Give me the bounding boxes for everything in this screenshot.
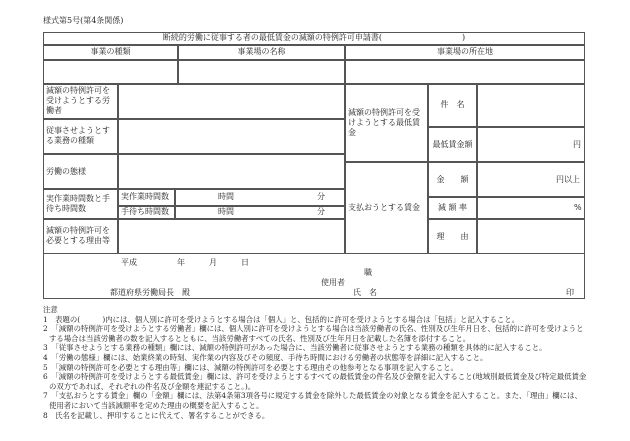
note-item: 4 「労働の態様」欄には、始業終業の時刻、実作業の内容及びその頻度、手待ち時間における労働者の状態等を詳細に記入すること。 <box>43 352 488 362</box>
note-item: 8 氏名を記載し、押印することに代えて、署名することができる。 <box>43 410 270 420</box>
wage-reason-label: 理 由 <box>436 232 469 241</box>
subject-field[interactable] <box>477 84 585 127</box>
date-line[interactable]: 平成 年 月 日 <box>121 258 249 267</box>
header-workplace-location: 事業場の所在地 <box>437 47 493 56</box>
wage-to-pay-label: 支払おうとする賃金 <box>348 203 420 212</box>
yen-or-more-unit: 円以上 <box>556 175 580 184</box>
min-wage-amount-label: 最低賃金額 <box>432 140 473 149</box>
work-mode-field[interactable] <box>118 154 345 189</box>
form-number: 様式第5号(第4条関係) <box>43 16 124 25</box>
note-item: 6 「減額の特例許可を受けようとする最低賃金」欄には、許可を受けようとするすべての最低賃金の件名及び金額を記入すること(地域別最低賃金及び特定最低賃金の双方であれば、それぞれの件名及び金額を連記すること。)。 <box>43 372 587 391</box>
reduction-rate-label: 減 額 率 <box>437 203 468 212</box>
header-business-type: 事業の種類 <box>90 47 131 56</box>
employer-label: 使用者 <box>321 278 345 287</box>
job-type-field[interactable] <box>118 119 345 154</box>
note-item: 5 「減額の特例許可を必要とする理由等」欄には、減額の特例許可を必要とする理由その他参考となる事項を記入すること。 <box>43 362 458 372</box>
yen-unit: 円 <box>573 140 581 149</box>
standby-hours-label: 手待ち時間数 <box>121 207 169 216</box>
business-type-field[interactable] <box>43 60 178 84</box>
actual-hours-label: 実作業時間数 <box>121 192 169 201</box>
note-item: 7 「支払おうとする賃金」欄の「金額」欄には、法第4条第3項各号に規定する賃金を除外した最低賃金の対象となる賃金を記入すること。また、「理由」欄には、使用者において当該減額率を定めた理由の概要を記入すること。 <box>43 391 582 410</box>
workplace-name-field[interactable] <box>178 60 345 84</box>
standby-hours-unit: 時間 <box>218 207 234 216</box>
form-title: 断続的労働に従事する者の最低賃金の減額の特例許可申請書( ) <box>162 33 466 42</box>
notes-heading: 注意 <box>43 305 58 314</box>
wage-reason-field[interactable] <box>477 219 585 254</box>
hours-label: 実作業時間数と手待ち時間数 <box>46 194 110 213</box>
worker-field[interactable] <box>118 84 345 119</box>
note-item: 1 表題の( )内には、個人別に許可を受けようとする場合は「個人」と、包括的に許可を受けようとする場合は「包括」と記入すること。 <box>43 314 520 324</box>
notes <box>43 305 589 420</box>
subject-label: 件 名 <box>440 100 465 109</box>
workplace-location-field[interactable] <box>345 60 585 84</box>
reason-label: 減額の特例許可を必要とする理由等 <box>46 226 110 245</box>
name-label: 氏 名 <box>353 288 377 297</box>
amount-label: 金 額 <box>436 175 469 184</box>
actual-minutes-unit: 分 <box>317 192 325 201</box>
actual-hours-unit: 時間 <box>218 192 234 201</box>
min-wage-amount-field[interactable] <box>477 127 585 162</box>
title-label: 職 <box>364 268 372 277</box>
seal-label: 印 <box>566 288 574 297</box>
min-wage-label: 減額の特例許可を受けようとする最低賃金 <box>348 108 420 137</box>
reason-field[interactable] <box>118 219 345 254</box>
percent-unit: % <box>574 203 582 212</box>
worker-label: 減額の特例許可を受けようとする労働者 <box>46 86 110 115</box>
work-mode-label: 労働の態様 <box>46 167 86 176</box>
addressee: 都道府県労働局長 殿 <box>110 288 190 297</box>
note-item: 3 「従事させようとする業務の種類」欄には、減額の特例許可があった場合に、当該労働者に従事させようとする業務の種類を具体的に記入すること。 <box>43 343 547 353</box>
header-workplace-name: 事業場の名称 <box>237 47 286 56</box>
job-type-label: 従事させようとする業務の種類 <box>46 126 110 145</box>
standby-minutes-unit: 分 <box>317 207 325 216</box>
note-item: 2 「減額の特例許可を受けようとする労働者」欄には、個人別に許可を受けようとする場合は当該労働者の氏名、性別及び生年月日を、包括的に許可を受けようとする場合は当該労働者の数を記入するとともに、当該労働者すべての氏名、性別及び生年月日を記載した名簿を添付すること。 <box>43 324 584 343</box>
reduction-rate-field[interactable] <box>477 197 585 219</box>
